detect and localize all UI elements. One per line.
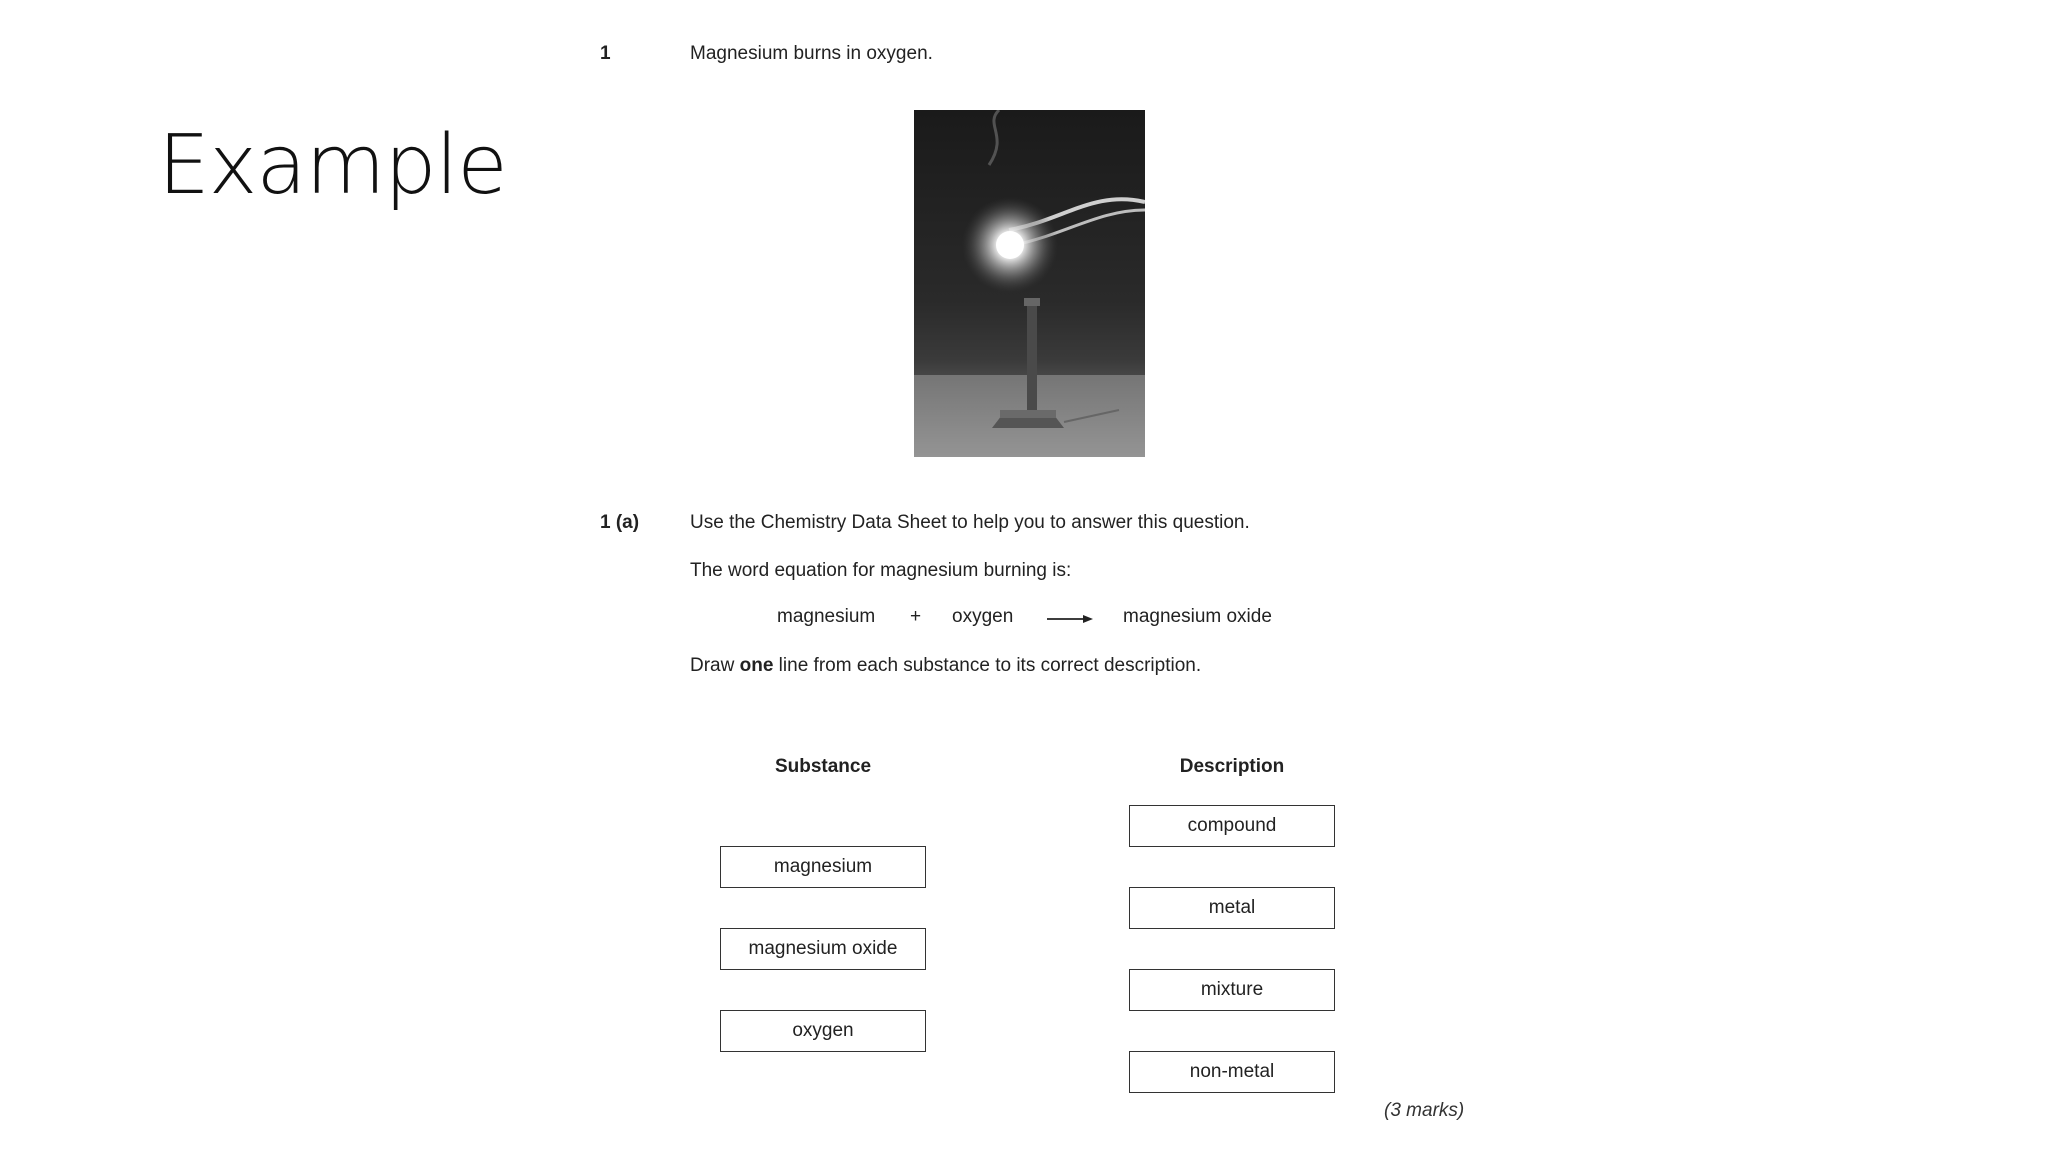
slide-title: Example (158, 118, 507, 213)
equation-product: magnesium oxide (1123, 606, 1272, 627)
marks-label: (3 marks) (1384, 1100, 1465, 1121)
description-box-compound[interactable]: compound (1129, 805, 1335, 847)
task-instruction: Draw one line from each substance to its correct description. (690, 655, 1202, 676)
equation-reactant-1: magnesium (777, 606, 876, 627)
description-box-mixture[interactable]: mixture (1129, 969, 1335, 1011)
substance-box-magnesium[interactable]: magnesium (720, 846, 926, 888)
equation-intro: The word equation for magnesium burning is: (690, 560, 1072, 581)
description-column-header: Description (1179, 756, 1285, 777)
question-intro: Magnesium burns in oxygen. (690, 43, 933, 64)
substance-box-oxygen[interactable]: oxygen (720, 1010, 926, 1052)
description-box-metal[interactable]: metal (1129, 887, 1335, 929)
substance-box-magnesium-oxide[interactable]: magnesium oxide (720, 928, 926, 970)
description-box-non-metal[interactable]: non-metal (1129, 1051, 1335, 1093)
part-instruction: Use the Chemistry Data Sheet to help you to answer this question. (690, 512, 1250, 533)
part-number: 1 (a) (600, 512, 640, 533)
substance-column-header: Substance (774, 756, 872, 777)
magnesium-burning-photo (914, 110, 1145, 457)
equation-reactant-2: oxygen (952, 606, 1014, 627)
right-arrow-icon (1047, 609, 1093, 629)
equation-plus: + (910, 606, 922, 627)
question-number: 1 (600, 43, 611, 64)
